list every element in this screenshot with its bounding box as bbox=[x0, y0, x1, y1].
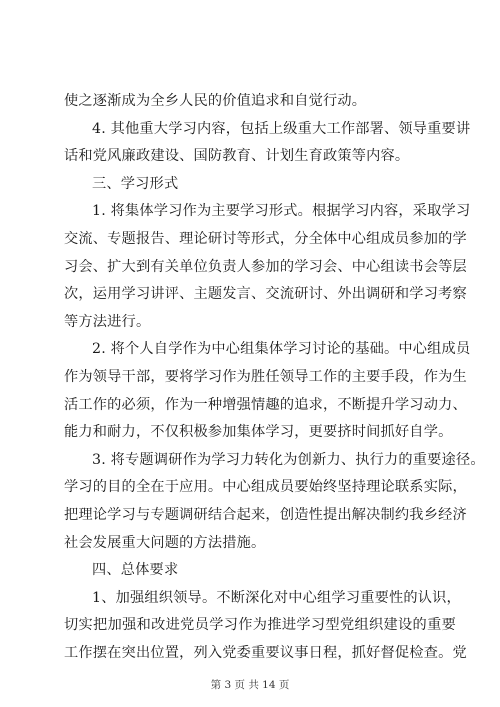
text-line: 社会发展重大问题的方法措施。 bbox=[64, 534, 266, 551]
text-line: 1. 将集体学习作为主要学习形式。根据学习内容，采取学习 bbox=[92, 203, 471, 220]
text-line: 4. 其他重大学习内容，包括上级重大工作部署、领导重要讲 bbox=[92, 120, 471, 137]
text-line: 交流、专题报告、理论研讨等形式，分全体中心组成员参加的学 bbox=[64, 230, 467, 247]
text-line: 把理论学习与专题调研结合起来，创造性提出解决制约我乡经济 bbox=[64, 506, 467, 523]
text-line: 作为领导干部，要将学习作为胜任领导工作的主要手段，作为生 bbox=[64, 368, 467, 385]
document-body bbox=[64, 88, 485, 667]
text-line: 等方法进行。 bbox=[64, 313, 151, 330]
text-line: 能力和耐力，不仅积极参加集体学习，更要挤时间抓好自学。 bbox=[64, 424, 453, 441]
section-heading: 四、总体要求 bbox=[92, 562, 179, 579]
text-line: 学习的目的全在于应用。中心组成员要始终坚持理论联系实际， bbox=[64, 479, 467, 496]
text-line: 活工作的必须，作为一种增强情趣的追求，不断提升学习动力、 bbox=[64, 396, 467, 413]
text-line: 话和党风廉政建设、国防教育、计划生育政策等内容。 bbox=[64, 148, 410, 165]
text-line: 1、加强组织领导。不断深化对中心组学习重要性的认识， bbox=[92, 589, 461, 606]
section-heading: 三、学习形式 bbox=[92, 175, 179, 192]
text-line: 3. 将专题调研作为学习力转化为创新力、执行力的重要途径。 bbox=[92, 451, 485, 468]
text-line: 次，运用学习讲评、主题发言、交流研讨、外出调研和学习考察 bbox=[64, 286, 467, 303]
text-line: 切实把加强和改进党员学习作为推进学习型党组织建设的重要 bbox=[64, 617, 456, 634]
text-line: 2. 将个人自学作为中心组集体学习讨论的基础。中心组成员 bbox=[92, 341, 471, 358]
text-line: 工作摆在突出位置，列入党委重要议事日程，抓好督促检查。党 bbox=[64, 644, 467, 661]
page-footer: 第 3 页 共 14 页 bbox=[210, 679, 290, 691]
text-line: 习会、扩大到有关单位负责人参加的学习会、中心组读书会等层 bbox=[64, 258, 467, 275]
text-line: 使之逐渐成为全乡人民的价值追求和自觉行动。 bbox=[64, 93, 367, 109]
